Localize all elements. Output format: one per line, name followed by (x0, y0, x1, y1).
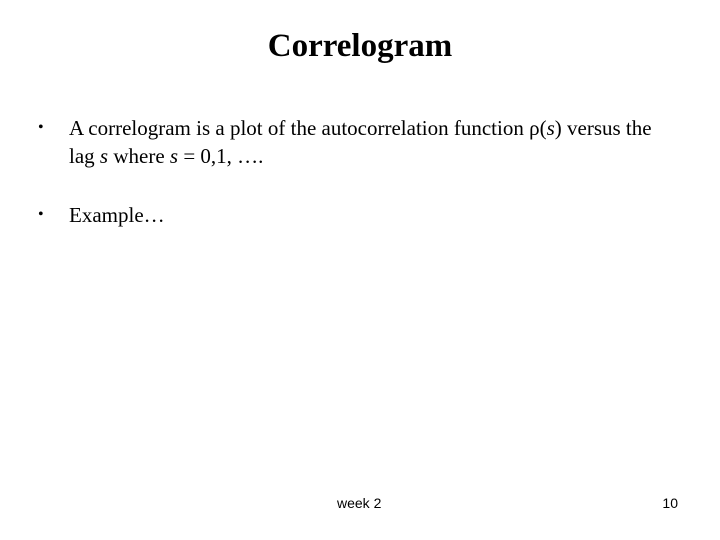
page-number: 10 (662, 495, 678, 511)
bullet-item-example (38, 201, 678, 229)
bullet-list (38, 114, 678, 229)
bullet-marker: • (38, 206, 44, 223)
text-run: = 0,1, …. (178, 144, 264, 168)
text-run: A correlogram is a plot of the autocorrelation function ρ( (69, 116, 547, 140)
text-run: ) versus the lag (69, 116, 652, 168)
slide-title: Correlogram (267, 28, 453, 64)
bullet-item-definition (38, 114, 678, 170)
text-run: where (108, 144, 170, 168)
bullet-text (69, 116, 652, 168)
bullet-marker: • (38, 119, 44, 136)
italic-variable: s (99, 144, 109, 168)
bullet-text: Example… (69, 203, 165, 227)
italic-variable: s (169, 144, 179, 168)
italic-variable: s (546, 116, 555, 140)
footer-week-label: week 2 (337, 495, 382, 511)
